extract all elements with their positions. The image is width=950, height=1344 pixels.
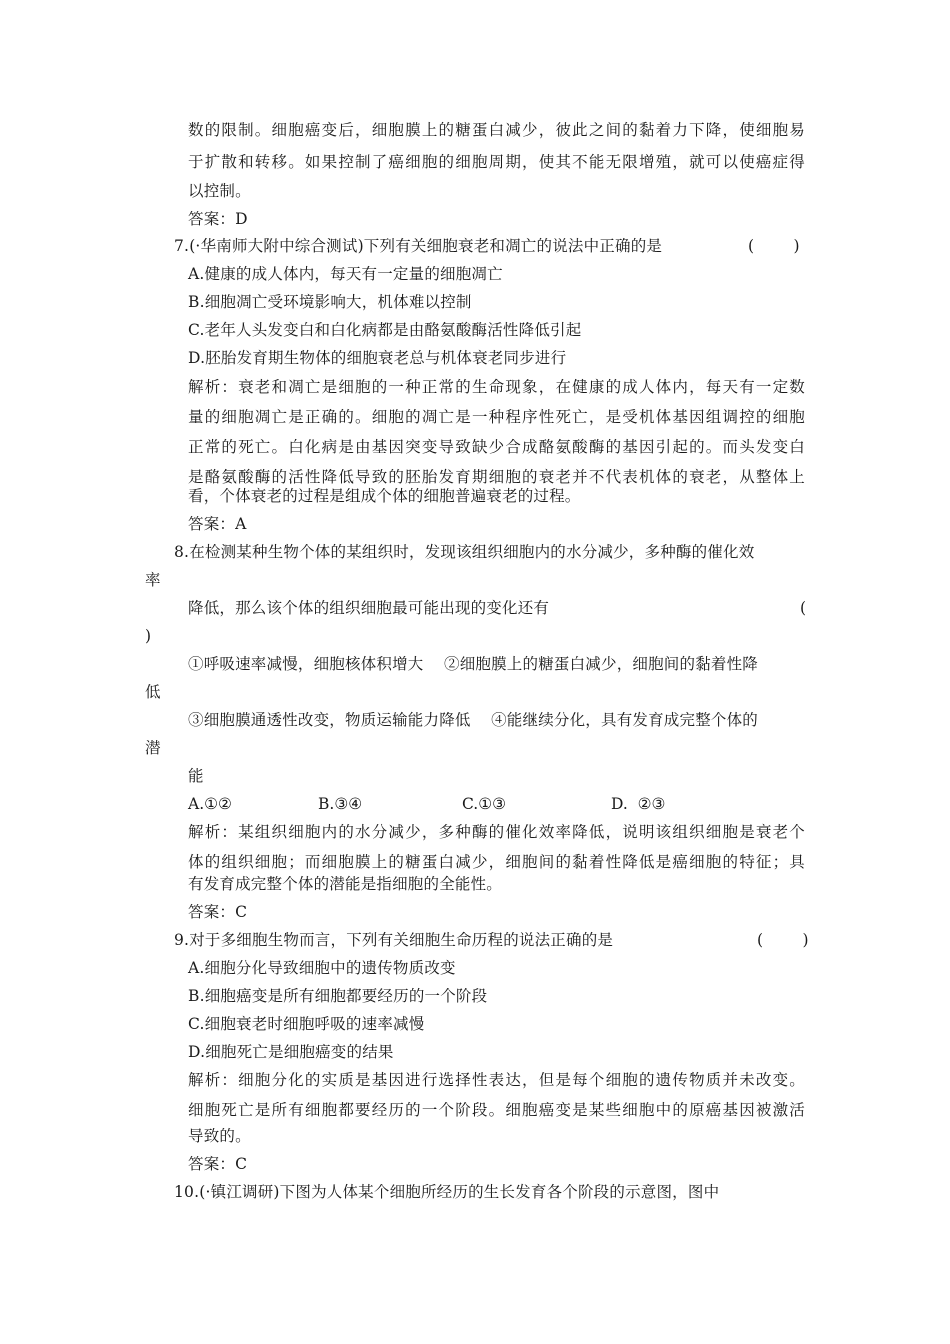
explanation-7-line-2: 量的细胞凋亡是正确的。细胞的凋亡是一种程序性死亡，是受机体基因组调控的细胞 [188, 408, 805, 426]
explanation-9-line-1: 解析：细胞分化的实质是基因进行选择性表达，但是每个细胞的遗传物质并未改变。 [188, 1071, 805, 1089]
question-7-option-a: A.健康的成人体内，每天有一定量的细胞凋亡 [188, 265, 503, 283]
question-8-statements-line-2: ③细胞膜通透性改变，物质运输能力降低 ④能继续分化，具有发育成完整个体的 [188, 711, 759, 729]
question-10-stem: 10.(·镇江调研)下图为人体某个细胞所经历的生长发育各个阶段的示意图，图中 [174, 1183, 720, 1201]
question-7-option-c: C.老年人头发变白和白化病都是由酪氨酸酶活性降低引起 [188, 321, 582, 339]
question-8-option-a: A.①② [188, 795, 232, 813]
explanation-6-line-1: 数的限制。细胞癌变后，细胞膜上的糖蛋白减少，彼此之间的黏着力下降，使细胞易 [188, 121, 805, 139]
explanation-8-line-1: 解析：某组织细胞内的水分减少，多种酶的催化效率降低，说明该组织细胞是衰老个 [188, 823, 805, 841]
question-9-option-d: D.细胞死亡是细胞癌变的结果 [188, 1043, 394, 1061]
question-9-option-c: C.细胞衰老时细胞呼吸的速率减慢 [188, 1015, 425, 1033]
question-8-statements-line-1: ①呼吸速率减慢，细胞核体积增大 ②细胞膜上的糖蛋白减少，细胞间的黏着性降 [188, 655, 759, 673]
question-9-stem: 9.对于多细胞生物而言，下列有关细胞生命历程的说法正确的是 [174, 931, 614, 949]
question-8-statements-wrap-1: 低 [145, 683, 161, 701]
question-7-option-b: B.细胞凋亡受环境影响大，机体难以控制 [188, 293, 472, 311]
question-7-answer-blank: ( ) [748, 237, 800, 255]
answer-8: 答案：C [188, 903, 248, 921]
explanation-8-line-2: 体的组织细胞；而细胞膜上的糖蛋白减少，细胞间的黏着性降低是癌细胞的特征；具 [188, 853, 805, 871]
question-8-stem-line-1: 8.在检测某种生物个体的某组织时，发现该组织细胞内的水分减少，多种酶的催化效 [174, 543, 755, 561]
question-9-answer-blank: ( ) [757, 931, 809, 949]
question-8-statements-line-3: 能 [188, 767, 204, 785]
answer-9: 答案：C [188, 1155, 248, 1173]
explanation-7-line-4: 是酪氨酸酶的活性降低导致的胚胎发育期细胞的衰老并不代表机体的衰老，从整体上 [188, 468, 805, 486]
explanation-7-line-5: 看，个体衰老的过程是组成个体的细胞普遍衰老的过程。 [188, 487, 581, 505]
question-8-statements-wrap-2: 潜 [145, 739, 161, 757]
question-8-stem-line-2: 降低，那么该个体的组织细胞最可能出现的变化还有 [188, 599, 550, 617]
explanation-7-line-1: 解析：衰老和凋亡是细胞的一种正常的生命现象，在健康的成人体内，每天有一定数 [188, 378, 805, 396]
question-9-option-b: B.细胞癌变是所有细胞都要经历的一个阶段 [188, 987, 488, 1005]
answer-7: 答案：A [188, 515, 247, 533]
explanation-6-line-3: 以控制。 [188, 182, 251, 200]
answer-6: 答案：D [188, 210, 248, 228]
question-8-option-b: B.③④ [318, 795, 363, 813]
question-9-option-a: A.细胞分化导致细胞中的遗传物质改变 [188, 959, 456, 977]
question-8-answer-blank-open: ( [800, 599, 807, 617]
explanation-7-line-3: 正常的死亡。白化病是由基因突变导致缺少合成酪氨酸酶的基因引起的。而头发变白 [188, 438, 805, 456]
explanation-9-line-2: 细胞死亡是所有细胞都要经历的一个阶段。细胞癌变是某些细胞中的原癌基因被激活 [188, 1101, 805, 1119]
explanation-6-line-2: 于扩散和转移。如果控制了癌细胞的细胞周期，使其不能无限增殖，就可以使癌症得 [188, 153, 805, 171]
question-7-stem: 7.(·华南师大附中综合测试)下列有关细胞衰老和凋亡的说法中正确的是 [174, 237, 663, 255]
question-8-option-c: C.①③ [462, 795, 507, 813]
question-8-option-d: D. ②③ [611, 795, 666, 813]
question-8-stem-wrap-1: 率 [145, 571, 161, 589]
question-8-answer-blank-close: ) [145, 627, 152, 645]
question-7-option-d: D.胚胎发育期生物体的细胞衰老总与机体衰老同步进行 [188, 349, 567, 367]
explanation-8-line-3: 有发育成完整个体的潜能是指细胞的全能性。 [188, 875, 503, 893]
explanation-9-line-3: 导致的。 [188, 1127, 251, 1145]
